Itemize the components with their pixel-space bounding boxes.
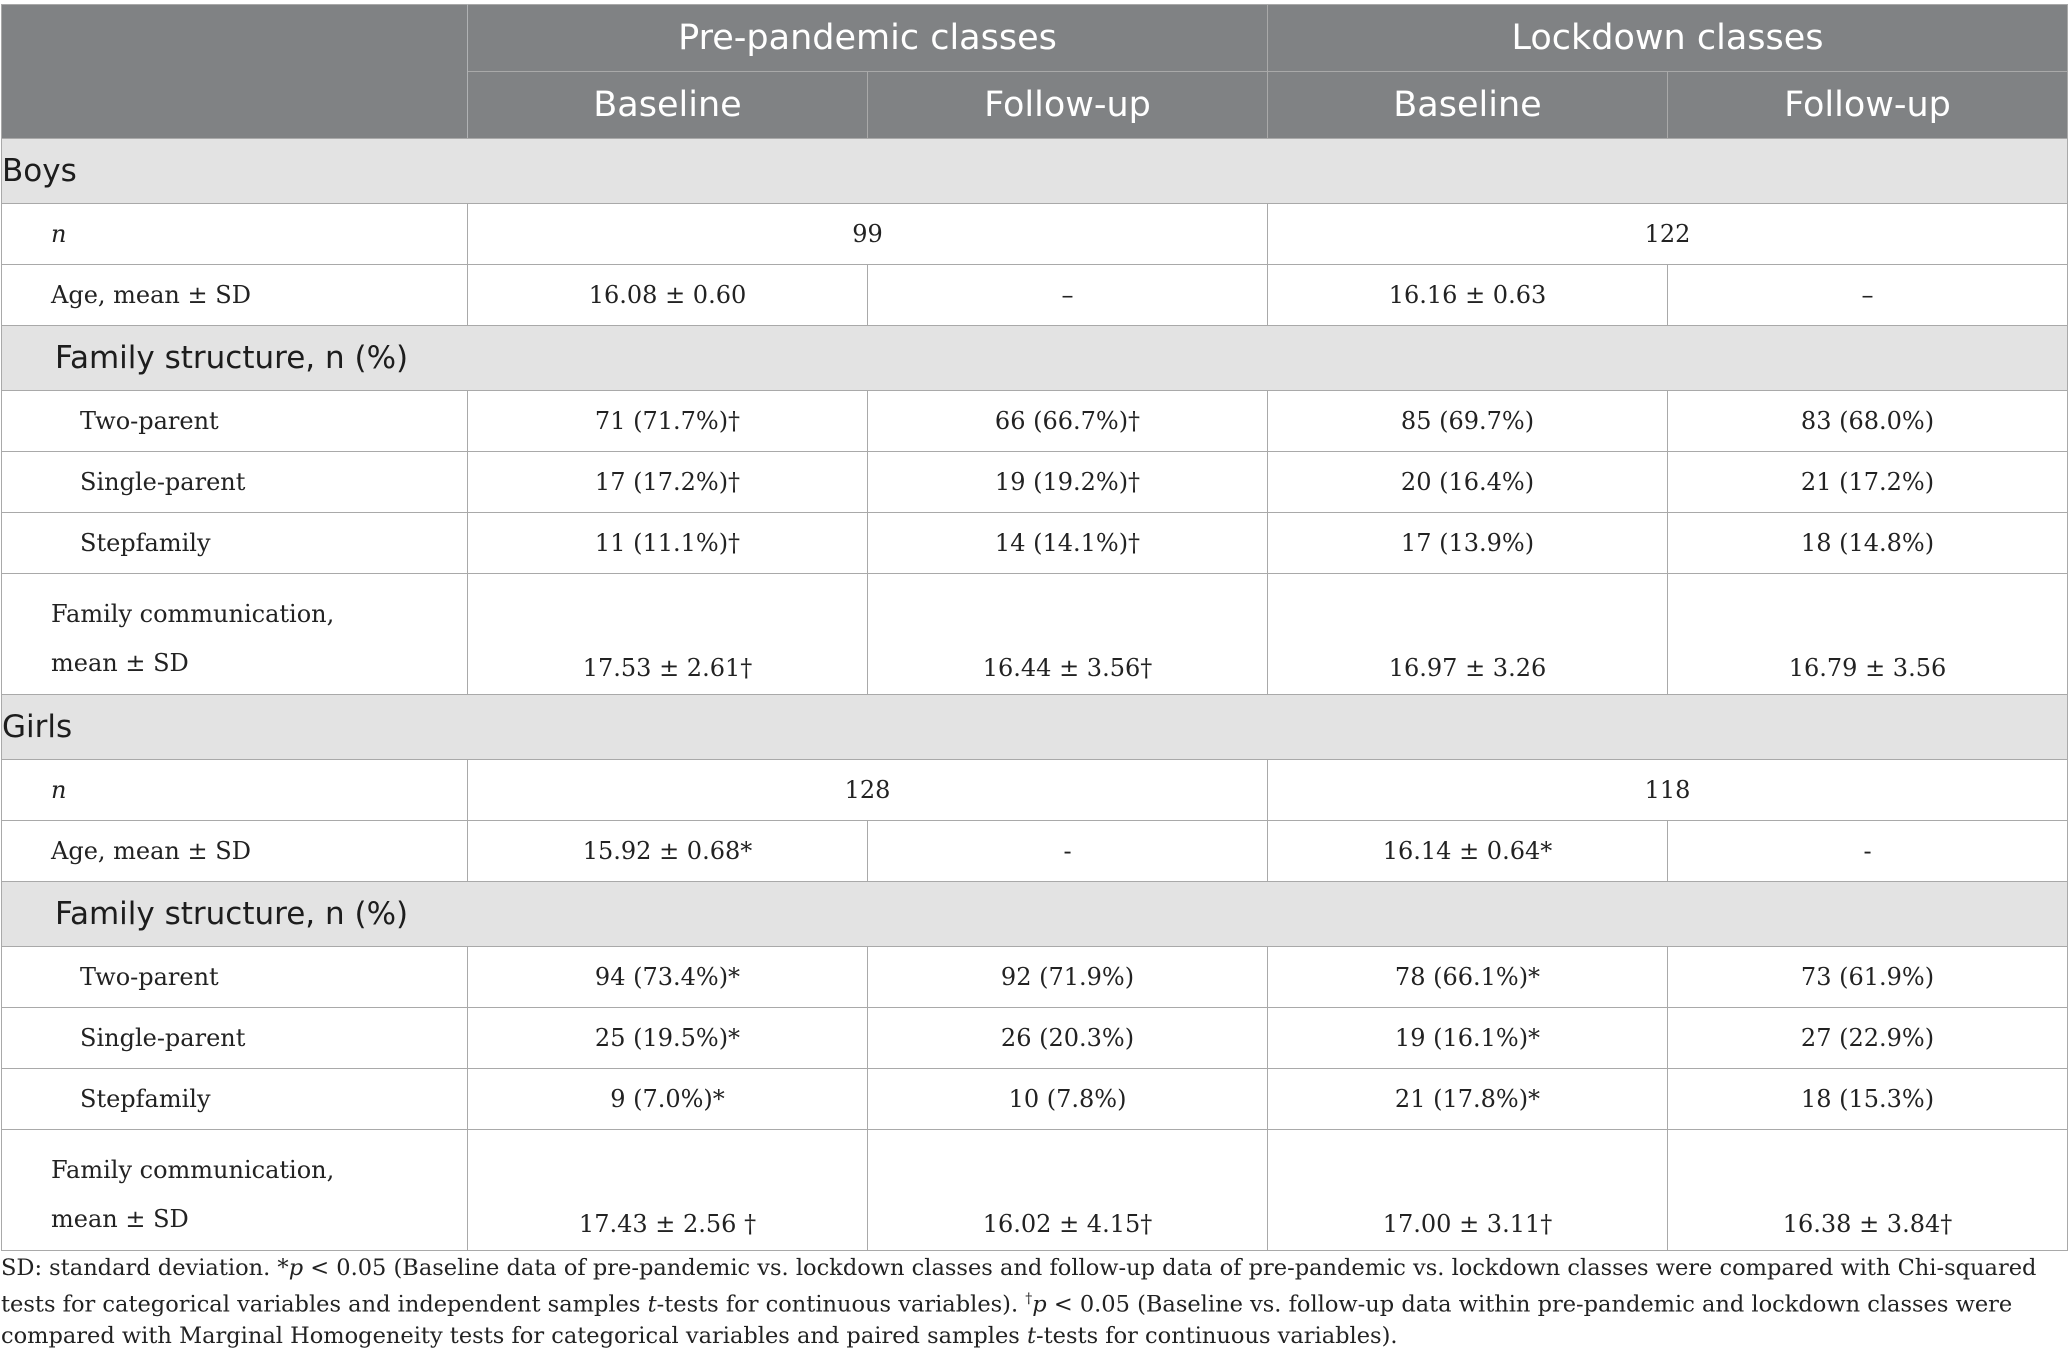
table-cell: 122 <box>1268 204 2068 265</box>
subsection-label: Family structure, n (%) <box>2 326 2068 391</box>
table-cell: 92 (71.9%) <box>868 947 1268 1008</box>
section-label: Girls <box>2 695 2068 760</box>
subsection-family-structure <box>2 326 2068 391</box>
header-pre-baseline: Baseline <box>468 72 868 139</box>
footnote-t-symbol: t <box>647 1291 657 1318</box>
row-label-line2: mean ± SD <box>51 1205 189 1233</box>
table-row <box>2 1130 2068 1251</box>
table-cell: 19 (16.1%)* <box>1268 1008 1668 1069</box>
table-cell: 16.14 ± 0.64* <box>1268 821 1668 882</box>
row-label: Two-parent <box>2 947 468 1008</box>
header-lock-baseline: Baseline <box>1268 72 1668 139</box>
table-row <box>2 204 2068 265</box>
table-row <box>2 265 2068 326</box>
section-girls <box>2 695 2068 760</box>
table-footnote <box>1 1253 2061 1352</box>
header-pre-followup: Follow-up <box>868 72 1268 139</box>
footnote-text: < 0.05 (Baseline vs. follow-up data within pre-pandemic and lockdown classes were compared with Marginal Homogeneity tests for categorical variables and paired samples <box>1 1291 2013 1349</box>
table-cell: 14 (14.1%)† <box>868 513 1268 574</box>
row-label: Single-parent <box>2 452 468 513</box>
row-label: Stepfamily <box>2 1069 468 1130</box>
row-label: Age, mean ± SD <box>2 821 468 882</box>
footnote-p-symbol: p <box>1032 1291 1047 1318</box>
table-cell: 16.97 ± 3.26 <box>1268 574 1668 695</box>
row-label <box>2 1130 468 1251</box>
table-cell: 16.38 ± 3.84† <box>1668 1130 2068 1251</box>
table-cell: 73 (61.9%) <box>1668 947 2068 1008</box>
table-row <box>2 391 2068 452</box>
table-cell: - <box>1668 821 2068 882</box>
table-cell: 21 (17.2%) <box>1668 452 2068 513</box>
header-pre-pandemic: Pre-pandemic classes <box>468 5 1268 72</box>
table-cell: - <box>868 821 1268 882</box>
table-cell: 18 (15.3%) <box>1668 1069 2068 1130</box>
row-label-line2: mean ± SD <box>51 649 189 677</box>
table-cell: 18 (14.8%) <box>1668 513 2068 574</box>
table-cell: 78 (66.1%)* <box>1268 947 1668 1008</box>
table-row <box>2 452 2068 513</box>
table-cell: 99 <box>468 204 1268 265</box>
header-lock-followup: Follow-up <box>1668 72 2068 139</box>
table-cell: 16.16 ± 0.63 <box>1268 265 1668 326</box>
row-label: n <box>2 204 468 265</box>
table-row <box>2 1069 2068 1130</box>
footnote-text: -tests for continuous variables). <box>656 1291 1026 1318</box>
table-cell: – <box>1668 265 2068 326</box>
footnote-p-symbol: p <box>288 1255 304 1281</box>
row-label: n <box>2 760 468 821</box>
row-label <box>2 574 468 695</box>
row-label: Two-parent <box>2 391 468 452</box>
table-cell: 94 (73.4%)* <box>468 947 868 1008</box>
table-row <box>2 760 2068 821</box>
table-cell: 26 (20.3%) <box>868 1008 1268 1069</box>
table-cell: 83 (68.0%) <box>1668 391 2068 452</box>
table-row <box>2 574 2068 695</box>
table-cell: 17.00 ± 3.11† <box>1268 1130 1668 1251</box>
table-cell: 16.44 ± 3.56† <box>868 574 1268 695</box>
table-cell: 11 (11.1%)† <box>468 513 868 574</box>
table-cell: 17 (13.9%) <box>1268 513 1668 574</box>
header-row-groups <box>2 5 2068 72</box>
table-cell: 10 (7.8%) <box>868 1069 1268 1130</box>
table-cell: 66 (66.7%)† <box>868 391 1268 452</box>
row-label: Age, mean ± SD <box>2 265 468 326</box>
table-cell: – <box>868 265 1268 326</box>
table-cell: 16.79 ± 3.56 <box>1668 574 2068 695</box>
row-label: Stepfamily <box>2 513 468 574</box>
header-corner-cell <box>2 5 468 139</box>
table-cell: 118 <box>1268 760 2068 821</box>
table-cell: 16.08 ± 0.60 <box>468 265 868 326</box>
row-label-line1: Family communication, <box>51 1156 335 1184</box>
footnote-text: < 0.05 (Baseline data of pre-pandemic vs. lockdown classes and follow-up data of pre-pandemic vs. lockdown classes were compared with Chi-squared tests for categorical variables and independent samples <box>1 1255 2037 1318</box>
table-cell: 71 (71.7%)† <box>468 391 868 452</box>
table-cell: 17 (17.2%)† <box>468 452 868 513</box>
table-cell: 21 (17.8%)* <box>1268 1069 1668 1130</box>
demographics-table <box>1 4 2068 1251</box>
table-cell: 85 (69.7%) <box>1268 391 1668 452</box>
table-cell: 17.43 ± 2.56 † <box>468 1130 868 1251</box>
row-label: Single-parent <box>2 1008 468 1069</box>
footnote-text: SD: standard deviation. * <box>1 1255 289 1281</box>
table-cell: 27 (22.9%) <box>1668 1008 2068 1069</box>
table-cell: 16.02 ± 4.15† <box>868 1130 1268 1251</box>
footnote-dagger: † <box>1025 1291 1033 1307</box>
table-cell: 25 (19.5%)* <box>468 1008 868 1069</box>
subsection-family-structure <box>2 882 2068 947</box>
table-cell: 15.92 ± 0.68* <box>468 821 868 882</box>
table-cell: 128 <box>468 760 1268 821</box>
table-cell: 20 (16.4%) <box>1268 452 1668 513</box>
table-cell: 17.53 ± 2.61† <box>468 574 868 695</box>
subsection-label: Family structure, n (%) <box>2 882 2068 947</box>
table-cell: 9 (7.0%)* <box>468 1069 868 1130</box>
table-row <box>2 1008 2068 1069</box>
footnote-text: -tests for continuous variables). <box>1036 1322 1398 1349</box>
table-row <box>2 513 2068 574</box>
table-row <box>2 947 2068 1008</box>
table-cell: 19 (19.2%)† <box>868 452 1268 513</box>
section-label: Boys <box>2 139 2068 204</box>
header-lockdown: Lockdown classes <box>1268 5 2068 72</box>
table-row <box>2 821 2068 882</box>
footnote-t-symbol: t <box>1026 1322 1037 1349</box>
section-boys <box>2 139 2068 204</box>
row-label-line1: Family communication, <box>51 600 335 628</box>
